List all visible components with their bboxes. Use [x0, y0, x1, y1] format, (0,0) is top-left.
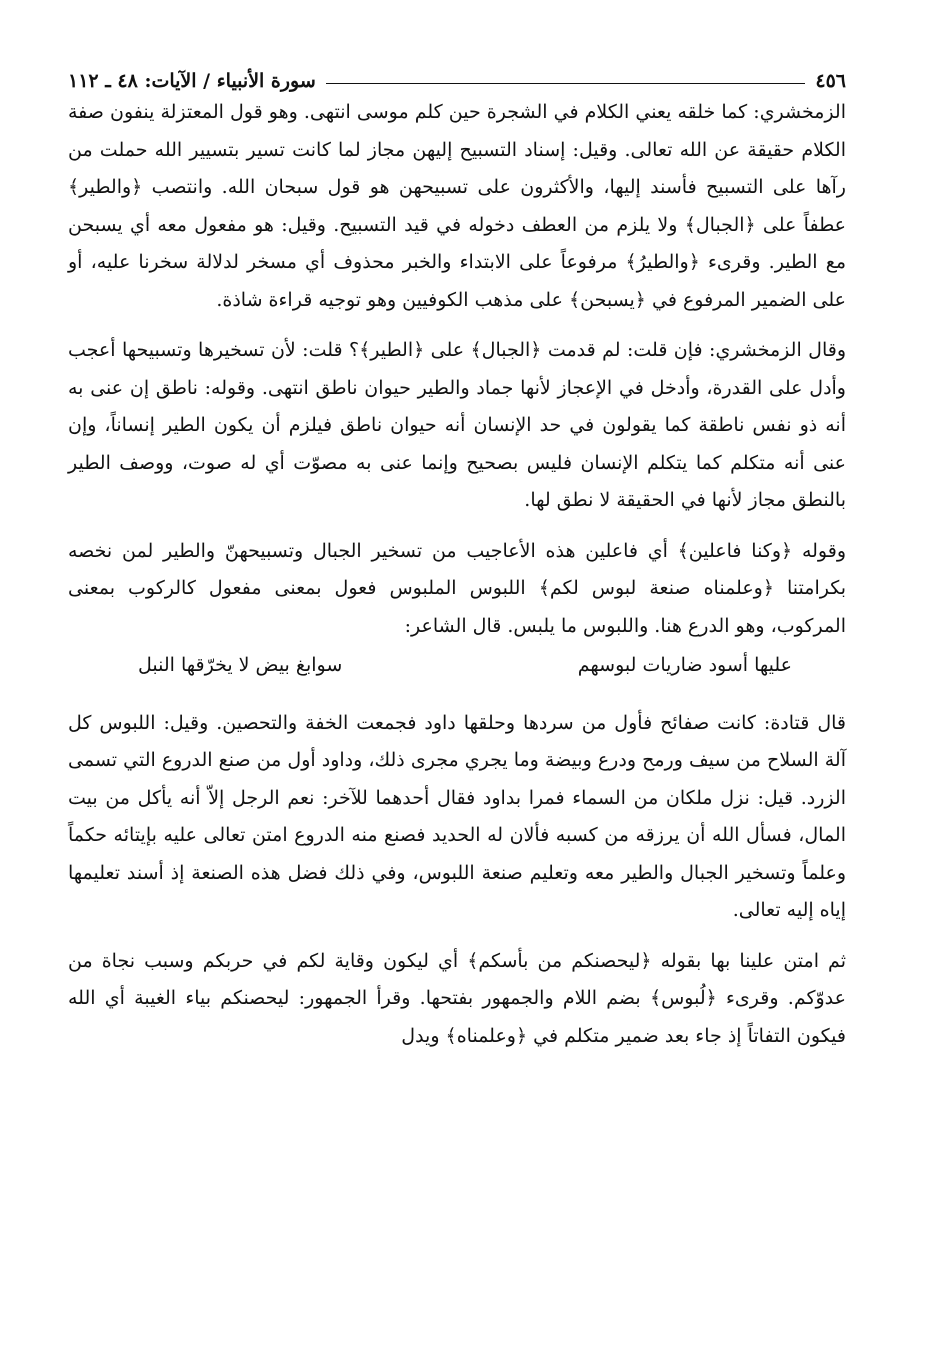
verse-first-hemistich: عليها أسود ضاريات لبوسهم	[577, 654, 792, 676]
running-header	[68, 58, 846, 92]
book-page	[68, 58, 846, 1055]
paragraph: وقال الزمخشري: فإن قلت: لم قدمت ﴿الجبال﴾ على ﴿الطير﴾؟ قلت: لأن تسخيرها وتسبيحها أعجب وأدل على القدرة، وأدخل في الإعجاز لأنها جماد والطير حيوان ناطق انتهى. وقوله: ناطق إن عنى به أنه ذو نفس ناطقة كما يقولون في حد الإنسان أنه حيوان ناطق فيلزم أن يكون الطير إنساناً، وإن عنى أنه متكلم كما يتكلم الإنسان فليس بصحيح وإنما عنى به مصوّت أي له صوت، ووصف الطير بالنطق مجاز لأنها في الحقيقة لا نطق لها.	[68, 339, 846, 511]
page-number: ٤٥٦	[815, 70, 846, 92]
poetry-verse	[68, 645, 846, 685]
verse-second-hemistich: سوابغ بيض لا يخرّقها النبل	[138, 654, 343, 676]
header-rule	[326, 83, 806, 84]
paragraph: قال قتادة: كانت صفائح فأول من سردها وحلقها داود فجمعت الخفة والتحصين. وقيل: اللبوس كل آلة السلاح من سيف ورمح ودرع وبيضة وما يجري مجرى ذلك، وداود أول من صنع الدروع التي تسمى الزرد. قيل: نزل ملكان من السماء فمرا بداود فقال أحدهما للآخر: نعم الرجل إلاّ أنه يأكل من بيت المال، فسأل الله أن يرزقه من كسبه فألان له الحديد فصنع منه الدروع امتن تعالى عليه بإيتائه حكماً وعلماً وتسخير الجبال والطير معه وتعليم صنعة اللبوس، وفي ذلك فضل هذه الصنعة إذ أسند تعليمها إياه إليه تعالى.	[68, 711, 846, 921]
paragraph: ثم امتن علينا بها بقوله ﴿ليحصنكم من بأسكم﴾ أي ليكون وقاية لكم في حربكم وسبب نجاة من عدوّكم. وقرىء ﴿لُبوس﴾ بضم اللام والجمهور بفتحها. وقرأ الجمهور: ليحصنكم بياء الغيبة أي الله فيكون التفاتاً إذ جاء بعد ضمير متكلم في ﴿وعلمناه﴾ ويدل	[68, 949, 846, 1047]
paragraph: وقوله ﴿وكنا فاعلين﴾ أي فاعلين هذه الأعاجيب من تسخير الجبال وتسبيحهنّ والطير لمن نخصه بكرامتنا ﴿وعلمناه صنعة لبوس لكم﴾ اللبوس الملبوس فعول بمعنى مفعول كالركوب بمعنى المركوب، وهو الدرع هنا. واللبوس ما يلبس. قال الشاعر:	[68, 539, 846, 637]
running-title: سورة الأنبياء / الآيات: ٤٨ ـ ١١٢	[68, 70, 316, 92]
paragraph: الزمخشري: كما خلقه يعني الكلام في الشجرة حين كلم موسى انتهى. وهو قول المعتزلة ينفون صفة الكلام حقيقة عن الله تعالى. وقيل: إسناد التسبيح إليهن مجاز لما كانت تسير بتسيير الله حملت من رآها على التسبيح فأسند إليها، والأكثرون على تسبيحهن هو قول سبحان الله. وانتصب ﴿والطير﴾ عطفاً على ﴿الجبال﴾ ولا يلزم من العطف دخوله في قيد التسبيح. وقيل: هو مفعول معه أي يسبحن مع الطير. وقرىء ﴿والطيرُ﴾ مرفوعاً على الابتداء والخبر محذوف أي مسخر لدلالة سخرنا عليه، أو على الضمير المرفوع في ﴿يسبحن﴾ على مذهب الكوفيين وهو توجيه قراءة شاذة.	[68, 101, 846, 311]
